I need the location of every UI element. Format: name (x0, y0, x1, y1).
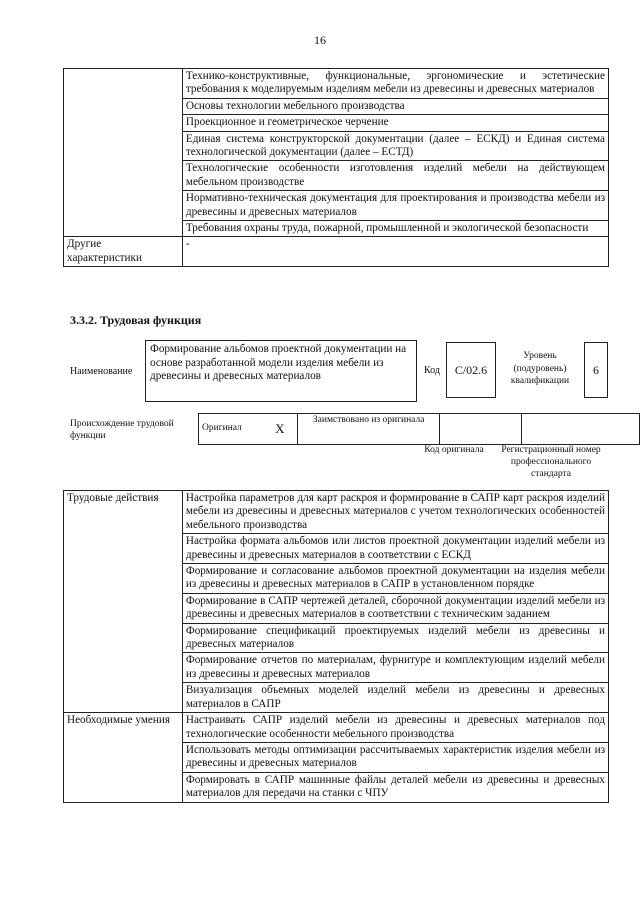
function-name: Формирование альбомов проектной документации на основе разработанной модели изделия мебели из древесины и древесных материалов (145, 340, 417, 402)
code-label: Код (424, 365, 440, 376)
labor-action: Формирование и согласование альбомов проектной документации на изделия мебели из древесины и древесных материалов в САПР в установленном порядке (182, 564, 608, 594)
knowledge-item: Основы технологии мебельного производства (182, 98, 608, 114)
labor-actions-label: Трудовые действия (64, 491, 183, 713)
empty-label-cell (64, 69, 183, 237)
table-row (64, 713, 609, 743)
skill-item: Формировать в САПР машинные файлы деталей мебели из древесины и древесных материалов для передачи на станки с ЧПУ (182, 772, 608, 802)
labor-action: Формирование спецификаций проектируемых изделий мебели из древесины и древесных материалов (182, 623, 608, 653)
name-label: Наименование (70, 366, 133, 377)
table-row (64, 237, 609, 267)
labor-action: Формирование в САПР чертежей деталей, сборочной документации изделий мебели из древесины и древесных материалов в соответствии с техническим заданием (182, 593, 608, 623)
other-characteristics-label: Другие характеристики (64, 237, 183, 267)
knowledge-item: Технологические особенности изготовления изделий мебели на действующем мебельном производстве (182, 161, 608, 191)
level-value: 6 (584, 342, 608, 398)
reg-number-cell (521, 414, 639, 445)
original-label: Оригинал (199, 414, 263, 445)
required-skills-label: Необходимые умения (64, 713, 183, 802)
origin-label: Происхождение трудовой функции (70, 419, 174, 441)
level-label: Уровень (подуровень) квалификации (510, 351, 570, 386)
code-original-cell (439, 414, 521, 445)
labor-action: Формирование отчетов по материалам, фурнитуре и комплектующим изделий мебели из древесины и древесных материалов (182, 653, 608, 683)
knowledge-item: Требования охраны труда, пожарной, промышленной и экологической безопасности (182, 221, 608, 237)
origin-table (198, 413, 640, 445)
knowledge-item: Нормативно-техническая документация для проектирования и производства мебели из древесины и древесных материалов (182, 191, 608, 221)
skill-item: Настраивать САПР изделий мебели из древесины и древесных материалов под технологические особенности мебельного производства (182, 713, 608, 743)
code-original-caption: Код оригинала (424, 445, 484, 455)
other-characteristics-value: - (182, 237, 608, 267)
labor-action: Настройка формата альбомов или листов проектной документации изделий мебели из древесины и древесных материалов в соответствии с ЕСКД (182, 534, 608, 564)
knowledge-item: Технико-конструктивные, функциональные, эргономические и эстетические требования к моделируемым изделиям мебели из древесины и древесных материалов (182, 69, 608, 99)
knowledge-table (63, 68, 609, 267)
borrowed-label: Заимствовано из оригинала (298, 414, 440, 445)
reg-number-caption: Регистрационный номер профессионального стандарта (501, 445, 601, 479)
labor-action: Визуализация объемных моделей изделий мебели из древесины и древесных материалов в САПР (182, 683, 608, 713)
function-details-table (63, 490, 609, 803)
labor-action: Настройка параметров для карт раскроя и формирование в САПР карт раскроя изделий мебели из древесины и древесных материалов с учетом технологических особенностей мебельного производства (182, 491, 608, 534)
function-code: С/02.6 (446, 342, 496, 398)
knowledge-item: Проекционное и геометрическое черчение (182, 115, 608, 131)
table-row (199, 414, 640, 445)
table-row (64, 491, 609, 534)
page-number: 16 (314, 33, 326, 47)
table-row (64, 69, 609, 99)
knowledge-item: Единая система конструкторской документации (далее – ЕСКД) и Единая система технологической документации (далее – ЕСТД) (182, 131, 608, 161)
original-mark: X (262, 414, 298, 445)
section-heading: 3.3.2. Трудовая функция (70, 313, 202, 327)
skill-item: Использовать методы оптимизации рассчитываемых характеристик изделия мебели из древесины и древесных материалов (182, 742, 608, 772)
